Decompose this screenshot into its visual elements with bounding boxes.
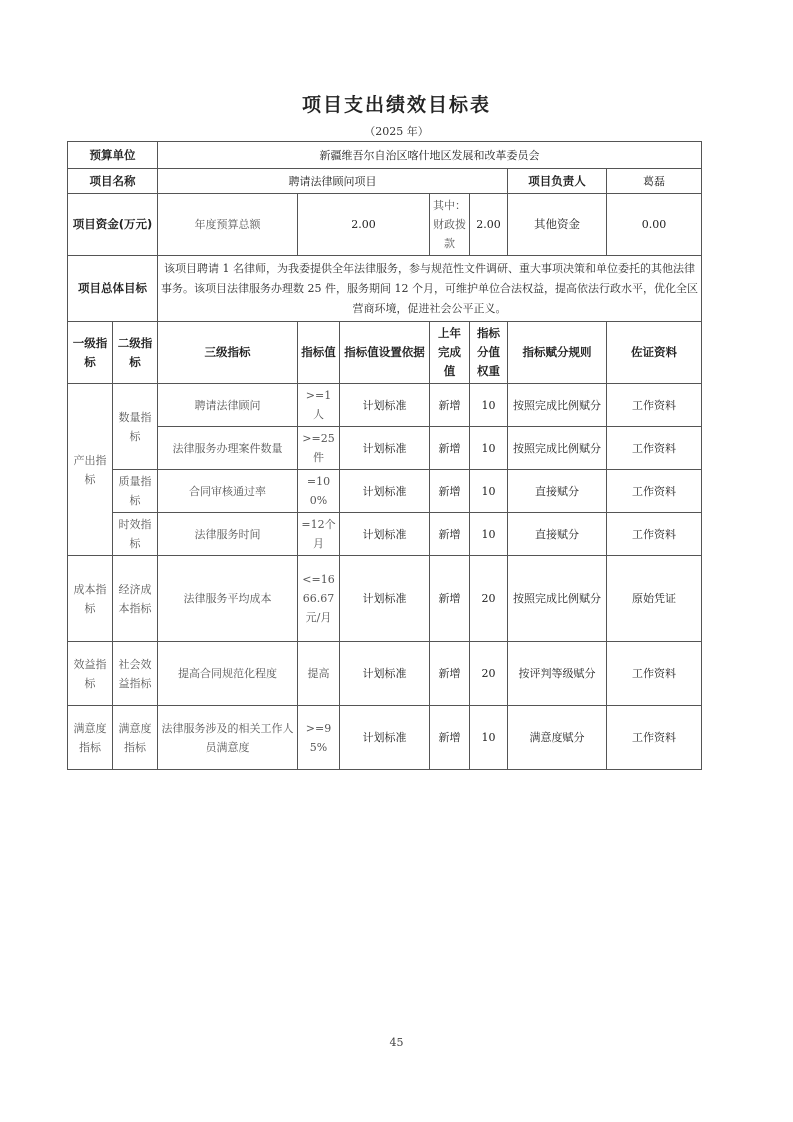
indicator-weight: 10 bbox=[470, 384, 508, 427]
group-cost: 成本指标 bbox=[68, 556, 113, 642]
indicator-evidence: 原始凭证 bbox=[607, 556, 702, 642]
header-row bbox=[68, 322, 702, 384]
table-row bbox=[68, 384, 702, 427]
goal-row bbox=[68, 256, 702, 322]
indicator-rule: 按照完成比例赋分 bbox=[508, 384, 607, 427]
fiscal-label: 其中：财政拨款 bbox=[430, 194, 470, 256]
table-row bbox=[68, 642, 702, 706]
year-label: （2025 年） bbox=[364, 125, 429, 138]
annual-budget-label: 年度预算总额 bbox=[158, 194, 298, 256]
table-row bbox=[68, 513, 702, 556]
header-level3: 三级指标 bbox=[158, 322, 298, 384]
indicator-last-year: 新增 bbox=[430, 556, 470, 642]
subgroup-timeliness: 时效指标 bbox=[113, 513, 158, 556]
indicator-basis: 计划标准 bbox=[340, 513, 430, 556]
indicator-value: =100% bbox=[298, 470, 340, 513]
indicator-rule: 满意度赋分 bbox=[508, 706, 607, 770]
indicator-evidence: 工作资料 bbox=[607, 427, 702, 470]
indicator-name: 法律服务办理案件数量 bbox=[158, 427, 298, 470]
indicator-last-year: 新增 bbox=[430, 384, 470, 427]
group-satisfaction: 满意度指标 bbox=[68, 706, 113, 770]
page-number: 45 bbox=[389, 1036, 404, 1049]
indicator-name: 法律服务涉及的相关工作人员满意度 bbox=[158, 706, 298, 770]
budget-unit-row bbox=[68, 142, 702, 169]
table-row bbox=[68, 427, 702, 470]
header-value: 指标值 bbox=[298, 322, 340, 384]
budget-unit-value: 新疆维吾尔自治区喀什地区发展和改革委员会 bbox=[158, 142, 702, 169]
indicator-weight: 10 bbox=[470, 470, 508, 513]
indicator-evidence: 工作资料 bbox=[607, 706, 702, 770]
indicator-basis: 计划标准 bbox=[340, 427, 430, 470]
other-fund-label bbox=[508, 194, 607, 256]
indicator-last-year: 新增 bbox=[430, 427, 470, 470]
indicator-rule: 按照完成比例赋分 bbox=[508, 556, 607, 642]
indicator-weight: 10 bbox=[470, 706, 508, 770]
performance-table bbox=[67, 141, 702, 770]
indicator-value: >=95% bbox=[298, 706, 340, 770]
project-name-label: 项目名称 bbox=[68, 169, 158, 194]
fund-row bbox=[68, 194, 702, 256]
header-level2: 二级指标 bbox=[113, 322, 158, 384]
table-row bbox=[68, 706, 702, 770]
goal-text: 该项目聘请 1 名律师，为我委提供全年法律服务，参与规范性文件调研、重大事项决策和单位委托的其他法律事务。该项目法律服务办理数 25 件，服务期间 12 个月，可维护单位合法权益，提高依法行政水平，优化全区营商环境，促进社会公平正义。 bbox=[158, 256, 702, 322]
indicator-last-year: 新增 bbox=[430, 706, 470, 770]
indicator-weight: 10 bbox=[470, 427, 508, 470]
subgroup-quality: 质量指标 bbox=[113, 470, 158, 513]
indicator-name: 提高合同规范化程度 bbox=[158, 642, 298, 706]
indicator-value: =12个月 bbox=[298, 513, 340, 556]
indicator-weight: 20 bbox=[470, 642, 508, 706]
indicator-rule: 直接赋分 bbox=[508, 470, 607, 513]
indicator-basis: 计划标准 bbox=[340, 556, 430, 642]
project-name-value: 聘请法律顾问项目 bbox=[158, 169, 508, 194]
indicator-basis: 计划标准 bbox=[340, 470, 430, 513]
table-row bbox=[68, 470, 702, 513]
group-benefit: 效益指标 bbox=[68, 642, 113, 706]
subgroup-satisfaction: 满意度指标 bbox=[113, 706, 158, 770]
indicator-weight: 10 bbox=[470, 513, 508, 556]
indicator-evidence: 工作资料 bbox=[607, 513, 702, 556]
header-weight: 指标分值权重 bbox=[470, 322, 508, 384]
fiscal-value: 2.00 bbox=[470, 194, 508, 256]
indicator-rule: 按评判等级赋分 bbox=[508, 642, 607, 706]
indicator-last-year: 新增 bbox=[430, 642, 470, 706]
header-evidence: 佐证资料 bbox=[607, 322, 702, 384]
indicator-name: 聘请法律顾问 bbox=[158, 384, 298, 427]
indicator-value: 提高 bbox=[298, 642, 340, 706]
subgroup-quantity: 数量指标 bbox=[113, 384, 158, 470]
header-rule: 指标赋分规则 bbox=[508, 322, 607, 384]
indicator-value: >=25件 bbox=[298, 427, 340, 470]
indicator-evidence: 工作资料 bbox=[607, 470, 702, 513]
header-basis: 指标值设置依据 bbox=[340, 322, 430, 384]
budget-unit-label: 预算单位 bbox=[68, 142, 158, 169]
indicator-weight: 20 bbox=[470, 556, 508, 642]
indicator-last-year: 新增 bbox=[430, 513, 470, 556]
indicator-evidence: 工作资料 bbox=[607, 384, 702, 427]
indicator-basis: 计划标准 bbox=[340, 642, 430, 706]
page-title: 项目支出绩效目标表 bbox=[301, 94, 491, 116]
table-row bbox=[68, 556, 702, 642]
other-fund-value: 0.00 bbox=[607, 194, 702, 256]
header-level1: 一级指标 bbox=[68, 322, 113, 384]
group-output: 产出指标 bbox=[68, 384, 113, 556]
indicator-name: 法律服务平均成本 bbox=[158, 556, 298, 642]
goal-label: 项目总体目标 bbox=[68, 256, 158, 322]
leader-label: 项目负责人 bbox=[508, 169, 607, 194]
subgroup-social-benefit: 社会效益指标 bbox=[113, 642, 158, 706]
indicator-basis: 计划标准 bbox=[340, 706, 430, 770]
indicator-evidence: 工作资料 bbox=[607, 642, 702, 706]
subgroup-economic-cost: 经济成本指标 bbox=[113, 556, 158, 642]
indicator-last-year: 新增 bbox=[430, 470, 470, 513]
annual-budget-value: 2.00 bbox=[298, 194, 430, 256]
indicator-value: >=1人 bbox=[298, 384, 340, 427]
indicator-name: 法律服务时间 bbox=[158, 513, 298, 556]
indicator-rule: 直接赋分 bbox=[508, 513, 607, 556]
header-last-year: 上年完成值 bbox=[430, 322, 470, 384]
leader-value: 葛磊 bbox=[607, 169, 702, 194]
indicator-value: <=1666.67元/月 bbox=[298, 556, 340, 642]
project-name-row bbox=[68, 169, 702, 194]
indicator-name: 合同审核通过率 bbox=[158, 470, 298, 513]
other-fund-label-text: 其他资金 bbox=[534, 217, 580, 231]
fund-label: 项目资金(万元) bbox=[68, 194, 158, 256]
indicator-rule: 按照完成比例赋分 bbox=[508, 427, 607, 470]
indicator-basis: 计划标准 bbox=[340, 384, 430, 427]
